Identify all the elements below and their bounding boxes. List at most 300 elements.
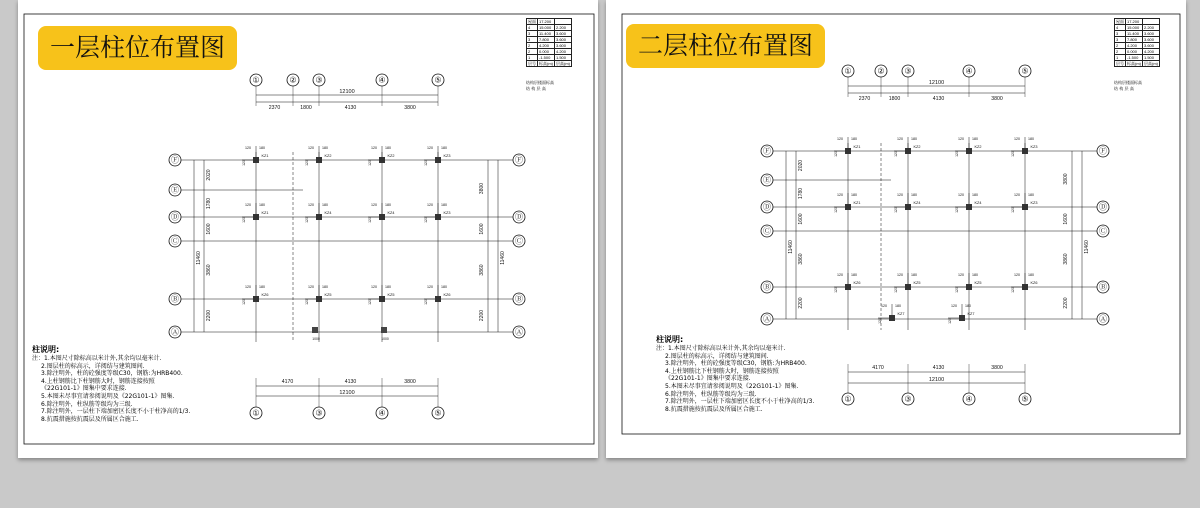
level-cell: -1.500 <box>1126 55 1143 61</box>
caption-line: 结 构 层 高 <box>1114 86 1134 91</box>
level-cell: 层号 <box>528 61 536 66</box>
column-dim: 180 <box>259 203 265 207</box>
level-cell: 层高(m) <box>556 61 570 66</box>
level-cell: 3.600 <box>1143 31 1160 37</box>
level-cell: 3.600 <box>1143 37 1160 43</box>
column-dim: 120 <box>427 203 433 207</box>
column-dim: 180 <box>259 146 265 150</box>
column-dim: 120 <box>371 203 377 207</box>
column-tag: KZ6 <box>443 293 451 297</box>
note-text: 2.图层柱的标高示，详阅结与建筑图间. <box>665 352 769 360</box>
column-dim: 120 <box>897 137 903 141</box>
column-dim: 180 <box>322 285 328 289</box>
dimension-span: 1600 <box>798 213 804 225</box>
column-dim: 120 <box>368 160 372 166</box>
level-cell: 屋面 <box>1116 19 1124 24</box>
note-line <box>32 408 190 416</box>
note-text: 《22G101-1》图集中要求连接. <box>41 385 127 393</box>
column-dim: 120 <box>305 217 309 223</box>
note-line <box>656 360 814 368</box>
level-cell: 2 <box>1115 49 1126 55</box>
dimension-span: 3860 <box>479 264 485 276</box>
level-cell: 2.200 <box>1143 25 1160 31</box>
column-marker <box>379 157 385 163</box>
level-table-caption <box>1114 80 1142 92</box>
axis-bubble-label: ③ <box>904 66 912 76</box>
column-dim: 180 <box>895 304 901 308</box>
note-text: 4.上柱钢筋比下柱钢筋大时，钢筋连接按照 <box>41 377 155 385</box>
axis-bubble-label: Ⓐ <box>515 327 523 337</box>
column-dim: 120 <box>245 146 251 150</box>
column-dim: 180 <box>259 285 265 289</box>
column-dim: 120 <box>427 285 433 289</box>
column-dim: 120 <box>837 273 843 277</box>
column-marker <box>316 214 322 220</box>
column-tag: KZ5 <box>913 281 921 285</box>
axis-bubble-label: Ⓐ <box>1099 314 1107 324</box>
dimension-span: 2200 <box>479 309 485 322</box>
note-text: 6.除注明外，柱纵筋等级均为三级. <box>41 400 133 408</box>
column-dim: 120 <box>1011 287 1015 293</box>
note-line: 注：1.本图尺寸除标高以米计外,其余均以毫米计. <box>656 345 786 352</box>
caption-line: 结构层楼面标高 <box>1114 80 1142 85</box>
axis-bubble-label: Ⓑ <box>171 294 179 304</box>
column-dim: 120 <box>881 304 887 308</box>
column-dim: 1000 <box>312 337 320 341</box>
column-marker <box>253 296 259 302</box>
dimension-total: 11460 <box>1084 240 1090 254</box>
column-tag: KZ6 <box>261 293 269 297</box>
column-dim: 120 <box>245 203 251 207</box>
column-tag: KZ6 <box>1030 281 1038 285</box>
axis-bubble-label: ② <box>289 75 297 85</box>
column-dim: 1000 <box>381 337 389 341</box>
column-dim: 120 <box>245 285 251 289</box>
column-dim: 120 <box>894 287 898 293</box>
column-dim: 120 <box>305 160 309 166</box>
axis-bubble-label: ④ <box>965 66 973 76</box>
dimension-span: 2200 <box>206 309 212 322</box>
column-tag: KZ4 <box>913 201 921 205</box>
column-marker <box>966 204 972 210</box>
level-cell: 3 <box>527 31 538 37</box>
column-dim: 120 <box>242 217 246 223</box>
level-cell: 标高(m) <box>1127 61 1141 66</box>
column-dim: 180 <box>972 137 978 141</box>
column-dim: 120 <box>371 285 377 289</box>
column-marker <box>905 148 911 154</box>
axis-bubble-label: ② <box>877 66 885 76</box>
axis-bubble-label: Ⓐ <box>763 314 771 324</box>
note-line <box>656 406 814 414</box>
dimension-total: 12100 <box>928 80 945 86</box>
level-cell: 11.400 <box>538 31 555 37</box>
level-cell: 15.000 <box>538 25 555 31</box>
dimension-span: 1780 <box>798 187 804 200</box>
dimension-total: 12100 <box>339 89 355 95</box>
column-dim: 180 <box>322 146 328 150</box>
level-cell: 3 <box>1115 37 1126 43</box>
column-dim: 180 <box>911 137 917 141</box>
level-cell: 1 <box>1115 55 1126 61</box>
axis-bubble-label: Ⓔ <box>763 175 771 185</box>
column-tag: KZ4 <box>974 201 982 205</box>
dimension-span: 1800 <box>300 105 312 111</box>
column-tag: KZ5 <box>324 293 332 297</box>
dimension-span: 3800 <box>1063 173 1069 185</box>
dimension-span: 1600 <box>479 223 485 235</box>
dimension-span: 3800 <box>404 379 416 385</box>
note-line <box>656 375 814 383</box>
column-dim: 120 <box>894 207 898 213</box>
note-text: 2.图层柱的标高示，详阅结与建筑图间. <box>41 362 145 370</box>
axis-bubble-label: ① <box>844 394 852 404</box>
column-dim: 180 <box>1028 273 1034 277</box>
column-tag: KZ3 <box>1030 201 1038 205</box>
column-dim: 120 <box>958 273 964 277</box>
column-dim: 180 <box>965 304 971 308</box>
column-dim: 180 <box>385 146 391 150</box>
column-dim: 120 <box>424 217 428 223</box>
level-cell: 4.200 <box>1143 49 1160 55</box>
column-marker <box>1022 204 1028 210</box>
column-tag: KZ4 <box>387 211 395 215</box>
dimension-span: 3860 <box>1063 253 1069 265</box>
note-line <box>32 416 190 424</box>
dimension-span: 1600 <box>1063 213 1069 225</box>
axis-bubble-label: Ⓓ <box>1099 202 1107 212</box>
dimension-span: 3860 <box>206 264 212 276</box>
note-text: 7.除注明外，一层柱下端加密区长度不小于柱净高的1/3. <box>665 398 815 406</box>
column-marker <box>845 148 851 154</box>
axis-bubble-label: Ⓓ <box>763 202 771 212</box>
note-line <box>32 370 190 378</box>
sheet-title: 一层柱位布置图 <box>38 26 237 70</box>
level-cell: 层号 <box>1116 61 1124 66</box>
axis-bubble-label: Ⓓ <box>515 212 523 222</box>
note-text: 6.除注明外，柱纵筋等级均为三级. <box>665 390 757 398</box>
axis-bubble-label: ④ <box>965 394 973 404</box>
column-dim: 180 <box>911 273 917 277</box>
column-dim: 120 <box>308 203 314 207</box>
column-dim: 180 <box>441 203 447 207</box>
level-cell: 4.200 <box>1126 43 1143 49</box>
dimension-span: 4130 <box>344 379 357 385</box>
dimension-span: 3800 <box>479 182 485 195</box>
axis-bubble-label: Ⓒ <box>763 226 771 236</box>
column-dim: 180 <box>972 193 978 197</box>
column-marker <box>1022 148 1028 154</box>
column-dim: 180 <box>911 193 917 197</box>
axis-bubble-label: Ⓕ <box>1099 146 1107 156</box>
dimension-total: 12100 <box>339 390 355 396</box>
dimension-total: 11460 <box>788 240 794 254</box>
column-tag: KZ4 <box>324 211 332 215</box>
stair-column-marker <box>381 327 387 333</box>
column-dim: 120 <box>427 146 433 150</box>
column-marker <box>845 204 851 210</box>
dimension-span: 2200 <box>1063 297 1069 309</box>
column-dim: 120 <box>894 151 898 157</box>
column-dim: 180 <box>851 193 857 197</box>
column-marker <box>316 157 322 163</box>
level-cell: 标高(m) <box>539 61 553 66</box>
dimension-span: 4130 <box>932 96 945 102</box>
column-tag: KZ3 <box>1030 145 1038 149</box>
level-cell: 4.200 <box>538 43 555 49</box>
drawing-sheet-1 <box>18 0 598 458</box>
axis-bubble-label: ③ <box>904 394 912 404</box>
column-dim: 180 <box>322 203 328 207</box>
column-dim: 120 <box>242 299 246 305</box>
axis-bubble-label: Ⓕ <box>515 155 523 165</box>
axis-bubble-label: ① <box>252 408 260 418</box>
column-tag: KZ5 <box>974 281 982 285</box>
axis-bubble-label: Ⓕ <box>763 146 771 156</box>
axis-bubble-label: ⑤ <box>434 408 442 418</box>
level-cell: 1.500 <box>555 55 572 61</box>
column-dim: 180 <box>851 137 857 141</box>
axis-bubble-label: Ⓒ <box>1099 226 1107 236</box>
column-tag: KZ1 <box>853 145 861 149</box>
axis-bubble-label: Ⓒ <box>171 236 179 246</box>
level-cell: 2 <box>527 49 538 55</box>
dimension-span: 2020 <box>206 169 212 181</box>
column-dim: 120 <box>897 193 903 197</box>
level-cell: 3.600 <box>555 43 572 49</box>
level-cell: 3.600 <box>555 31 572 37</box>
note-text: 3.除注明外，柱的砼强度等级C30，钢筋:为HRB400. <box>41 370 183 378</box>
column-marker <box>889 315 895 321</box>
column-tag: KZ2 <box>974 145 982 149</box>
dimension-total: 11460 <box>500 251 506 265</box>
column-dim: 120 <box>955 207 959 213</box>
column-dim: 120 <box>834 207 838 213</box>
column-marker <box>905 204 911 210</box>
column-dim: 120 <box>1011 151 1015 157</box>
column-dim: 120 <box>424 160 428 166</box>
axis-bubble-label: ⑤ <box>434 75 442 85</box>
column-dim: 120 <box>948 318 952 324</box>
dimension-span: 4130 <box>344 105 357 111</box>
axis-bubble-label: Ⓑ <box>1099 282 1107 292</box>
axis-bubble-label: Ⓓ <box>171 212 179 222</box>
dimension-span: 1800 <box>888 96 901 102</box>
note-line <box>656 398 814 406</box>
level-cell: 17.200 <box>538 19 555 25</box>
column-dim: 120 <box>897 273 903 277</box>
axis-bubble-label: Ⓑ <box>515 294 523 304</box>
dimension-span: 3860 <box>798 253 804 265</box>
stair-column-marker <box>312 327 318 333</box>
column-dim: 120 <box>308 285 314 289</box>
column-tag: KZ1 <box>853 201 861 205</box>
level-cell: 11.400 <box>1126 31 1143 37</box>
column-dim: 120 <box>878 318 882 324</box>
note-line <box>32 393 190 401</box>
dimension-span: 2370 <box>268 105 281 111</box>
level-cell: 0.000 <box>1126 49 1143 55</box>
level-cell: 4.200 <box>555 49 572 55</box>
level-table <box>1114 18 1160 67</box>
dimension-span: 4170 <box>872 365 884 371</box>
axis-bubble-label: ③ <box>315 408 323 418</box>
column-dim: 120 <box>368 299 372 305</box>
level-cell: 1.500 <box>1143 55 1160 61</box>
drawing-sheet-2 <box>606 0 1186 458</box>
column-dim: 180 <box>851 273 857 277</box>
column-dim: 120 <box>308 146 314 150</box>
column-dim: 120 <box>1011 207 1015 213</box>
dimension-span: 3800 <box>991 96 1003 102</box>
column-tag: KZ2 <box>387 154 395 158</box>
column-tag: KZ2 <box>324 154 332 158</box>
column-tag: KZ5 <box>387 293 395 297</box>
column-marker <box>959 315 965 321</box>
level-cell: 3 <box>527 37 538 43</box>
level-table-caption <box>526 80 554 92</box>
note-text: 5.本图未尽事宜请参阅说明及《22G101-1》图集. <box>665 382 799 390</box>
level-cell: 15.000 <box>1126 25 1143 31</box>
axis-bubble-label: ④ <box>378 408 386 418</box>
column-notes <box>656 334 814 413</box>
column-tag: KZ6 <box>853 281 861 285</box>
dimension-total: 12100 <box>928 377 945 383</box>
column-dim: 120 <box>951 304 957 308</box>
column-dim: 120 <box>368 217 372 223</box>
column-marker <box>379 296 385 302</box>
dimension-span: 3800 <box>404 105 416 111</box>
axis-bubble-label: Ⓕ <box>171 155 179 165</box>
level-cell: 3.600 <box>555 37 572 43</box>
column-dim: 120 <box>242 160 246 166</box>
dimension-total: 11460 <box>196 251 202 265</box>
column-tag: KZ3 <box>443 154 451 158</box>
column-tag: KZ1 <box>261 154 269 158</box>
column-dim: 120 <box>371 146 377 150</box>
column-dim: 120 <box>1014 273 1020 277</box>
note-line <box>32 385 190 393</box>
note-text: 4.上柱钢筋比下柱钢筋大时，钢筋连接按照 <box>665 367 779 375</box>
level-cell: 3.600 <box>1143 43 1160 49</box>
column-dim: 180 <box>972 273 978 277</box>
dimension-span: 2370 <box>858 96 871 102</box>
level-cell: 2 <box>1115 43 1126 49</box>
column-marker <box>253 157 259 163</box>
level-cell: 7.800 <box>1126 37 1143 43</box>
axis-bubble-label: ③ <box>315 75 323 85</box>
note-text: 《22G101-1》图集中要求连接. <box>665 375 751 383</box>
level-cell: 3 <box>1115 31 1126 37</box>
note-text: 5.本图未尽事宜请参阅说明及《22G101-1》图集. <box>41 392 175 400</box>
note-text: 7.除注明外，一层柱下端加密区长度不小于柱净高的1/3. <box>41 408 191 416</box>
column-dim: 180 <box>1028 137 1034 141</box>
column-dim: 120 <box>834 151 838 157</box>
column-tag: KZ7 <box>897 312 905 316</box>
column-dim: 180 <box>385 203 391 207</box>
axis-bubble-label: ④ <box>378 75 386 85</box>
column-marker <box>845 284 851 290</box>
column-marker <box>905 284 911 290</box>
dimension-span: 4130 <box>932 365 945 371</box>
note-text: 3.除注明外，柱的砼强度等级C30，钢筋:为HRB400. <box>665 360 807 368</box>
column-marker <box>435 214 441 220</box>
column-tag: KZ7 <box>967 312 975 316</box>
column-dim: 180 <box>441 146 447 150</box>
level-cell: 1 <box>527 55 538 61</box>
note-text: 8.抗震措施按抗震层及所属区合施工. <box>41 415 139 423</box>
level-cell: 2 <box>527 43 538 49</box>
column-marker <box>1022 284 1028 290</box>
column-dim: 120 <box>837 137 843 141</box>
column-marker <box>316 296 322 302</box>
notes-heading: 柱说明: <box>656 335 684 344</box>
column-dim: 120 <box>834 287 838 293</box>
column-marker <box>435 296 441 302</box>
dimension-span: 1600 <box>206 223 212 235</box>
note-text: 8.抗震措施按抗震层及所属区合施工. <box>665 405 763 413</box>
level-cell: 17.200 <box>1126 19 1143 25</box>
column-tag: KZ2 <box>913 145 921 149</box>
column-marker <box>966 148 972 154</box>
column-dim: 120 <box>955 151 959 157</box>
note-line <box>656 383 814 391</box>
level-cell: -1.500 <box>538 55 555 61</box>
sheet-title: 二层柱位布置图 <box>626 24 825 68</box>
dimension-span: 4170 <box>281 379 294 385</box>
column-dim: 180 <box>385 285 391 289</box>
column-marker <box>253 214 259 220</box>
column-marker <box>435 157 441 163</box>
column-dim: 180 <box>441 285 447 289</box>
dimension-span: 3800 <box>991 365 1003 371</box>
level-cell: 4 <box>1115 25 1126 31</box>
note-line: 注：1.本图尺寸除标高以米计外,其余均以毫米计. <box>32 355 162 362</box>
caption-line: 结 构 层 高 <box>526 86 546 91</box>
axis-bubble-label: Ⓐ <box>171 327 179 337</box>
column-dim: 120 <box>955 287 959 293</box>
level-cell: 屋面 <box>528 19 536 24</box>
level-table <box>526 18 572 67</box>
dimension-span: 1780 <box>206 197 212 210</box>
column-dim: 180 <box>1028 193 1034 197</box>
column-dim: 120 <box>958 137 964 141</box>
column-dim: 120 <box>958 193 964 197</box>
level-cell: 0.000 <box>538 49 555 55</box>
axis-bubble-label: Ⓑ <box>763 282 771 292</box>
column-tag: KZ1 <box>261 211 269 215</box>
dimension-span: 2200 <box>798 297 804 309</box>
axis-bubble-label: ⑤ <box>1021 66 1029 76</box>
axis-bubble-label: ① <box>252 75 260 85</box>
column-dim: 120 <box>1014 137 1020 141</box>
column-tag: KZ3 <box>443 211 451 215</box>
column-marker <box>379 214 385 220</box>
column-dim: 120 <box>305 299 309 305</box>
dimension-span: 2020 <box>798 159 804 172</box>
level-cell: 4 <box>527 25 538 31</box>
notes-heading: 柱说明: <box>32 345 60 354</box>
column-notes <box>32 344 190 423</box>
column-dim: 120 <box>837 193 843 197</box>
column-marker <box>966 284 972 290</box>
caption-line: 结构层楼面标高 <box>526 80 554 85</box>
level-cell: 层高(m) <box>1144 61 1158 66</box>
axis-bubble-label: Ⓒ <box>515 236 523 246</box>
axis-bubble-label: Ⓔ <box>171 185 179 195</box>
column-dim: 120 <box>1014 193 1020 197</box>
level-cell: 7.800 <box>538 37 555 43</box>
